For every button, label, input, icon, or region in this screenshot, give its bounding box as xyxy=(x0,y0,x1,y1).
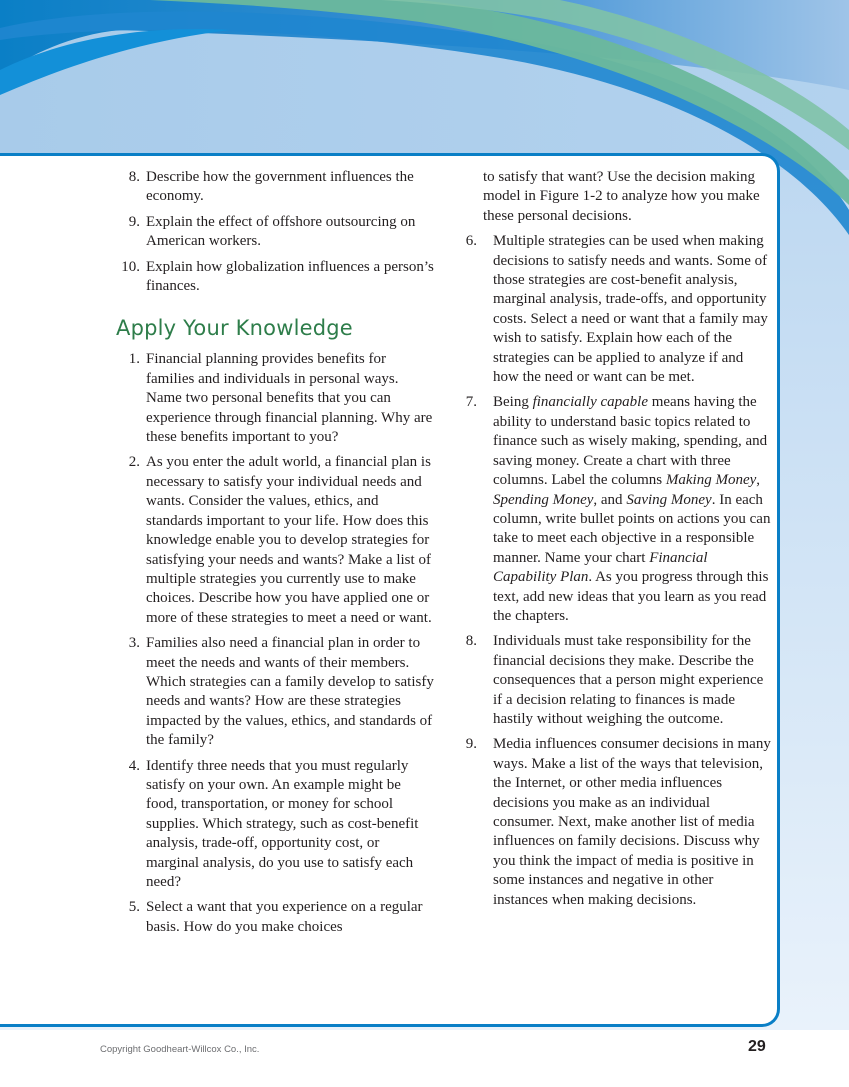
review-item-10: 10. Explain how globalization influences a person’s finances. xyxy=(121,258,434,295)
apply-item-5-continued: to satisfy that want? Use the decision making model in Figure 1-2 to analyze how you make these personal decisions. xyxy=(483,169,760,224)
apply-item-8: 8. Individuals must take responsibility for the financial decisions they make. Describe the consequences that a person might experience if a decision relating to finances is made hastily without weighing the outcome. xyxy=(465,633,764,727)
page-number: 29 xyxy=(748,1038,766,1055)
review-questions xyxy=(114,168,434,296)
apply-item-3: 3. Families also need a financial plan in order to meet the needs and wants of their members. Which strategies can a family develop to satisfy needs and wants? How are these strategies impacted by the values, ethics, and standards of the family? xyxy=(128,635,434,749)
apply-item-7: 7. Being financially capable means having the ability to understand basic topics related to finance such as wisely making, spending, and saving money. Create a chart with three columns. Label the columns Making Money, Spending Money, and Saving Money. In each column, write bullet points on actions you can take to meet each objective in a responsible manner. Name your chart Financial Capability Plan. As you progress through this text, add new ideas that you learn as you read the chapters. xyxy=(465,394,771,624)
apply-item-9: 9. Media influences consumer decisions in many ways. Make a list of the ways that television, the Internet, or other media influences decisions you make as an individual consumer. Next, make another list of media influences on family decisions. Discuss why you think the impact of media is positive in some instances and negative in other instances when making decisions. xyxy=(465,736,771,908)
review-item-9: 9. Explain the effect of offshore outsourcing on American workers. xyxy=(128,213,416,250)
section-heading: Apply Your Knowledge xyxy=(116,316,353,341)
right-column xyxy=(461,168,771,916)
apply-item-1: 1. Financial planning provides benefits for families and individuals in personal ways. Name two personal benefits that you can experience through financial planning. Why are these benefits important to you? xyxy=(128,351,433,446)
apply-item-5: 5. Select a want that you experience on a regular basis. How do you make choices xyxy=(128,899,423,935)
apply-item-2: 2. As you enter the adult world, a financial plan is necessary to satisfy your individual needs and wants. Consider the values, ethics, and standards important to your life. How does this knowledge enable you to develop strategies for satisfying your needs and wants? Make a list of multiple strategies you currently use to make choices. Describe how you have applied one or more of these strategies to meet a need or want. xyxy=(128,454,432,626)
copyright-notice: Copyright Goodheart-Willcox Co., Inc. xyxy=(100,1044,260,1055)
review-item-8: 8. Describe how the government influences the economy. xyxy=(128,169,414,205)
apply-item-6: 6. Multiple strategies can be used when making decisions to satisfy needs and wants. Some of those strategies are cost-benefit analysis, marginal analysis, trade-offs, and opportunity costs. Select a need or want that a family may wish to satisfy. Explain how each of the strategies can be applied to analyze if and how the need or want can be met. xyxy=(465,233,768,386)
left-column xyxy=(114,168,434,943)
apply-item-4: 4. Identify three needs that you must regularly satisfy on your own. An example might be food, transportation, or money for school supplies. Which strategy, such as cost-benefit analysis, trade-off, opportunity cost, or marginal analysis, do you use to satisfy each need? xyxy=(128,757,419,890)
apply-questions-left xyxy=(114,350,434,937)
apply-questions-right xyxy=(461,232,771,910)
